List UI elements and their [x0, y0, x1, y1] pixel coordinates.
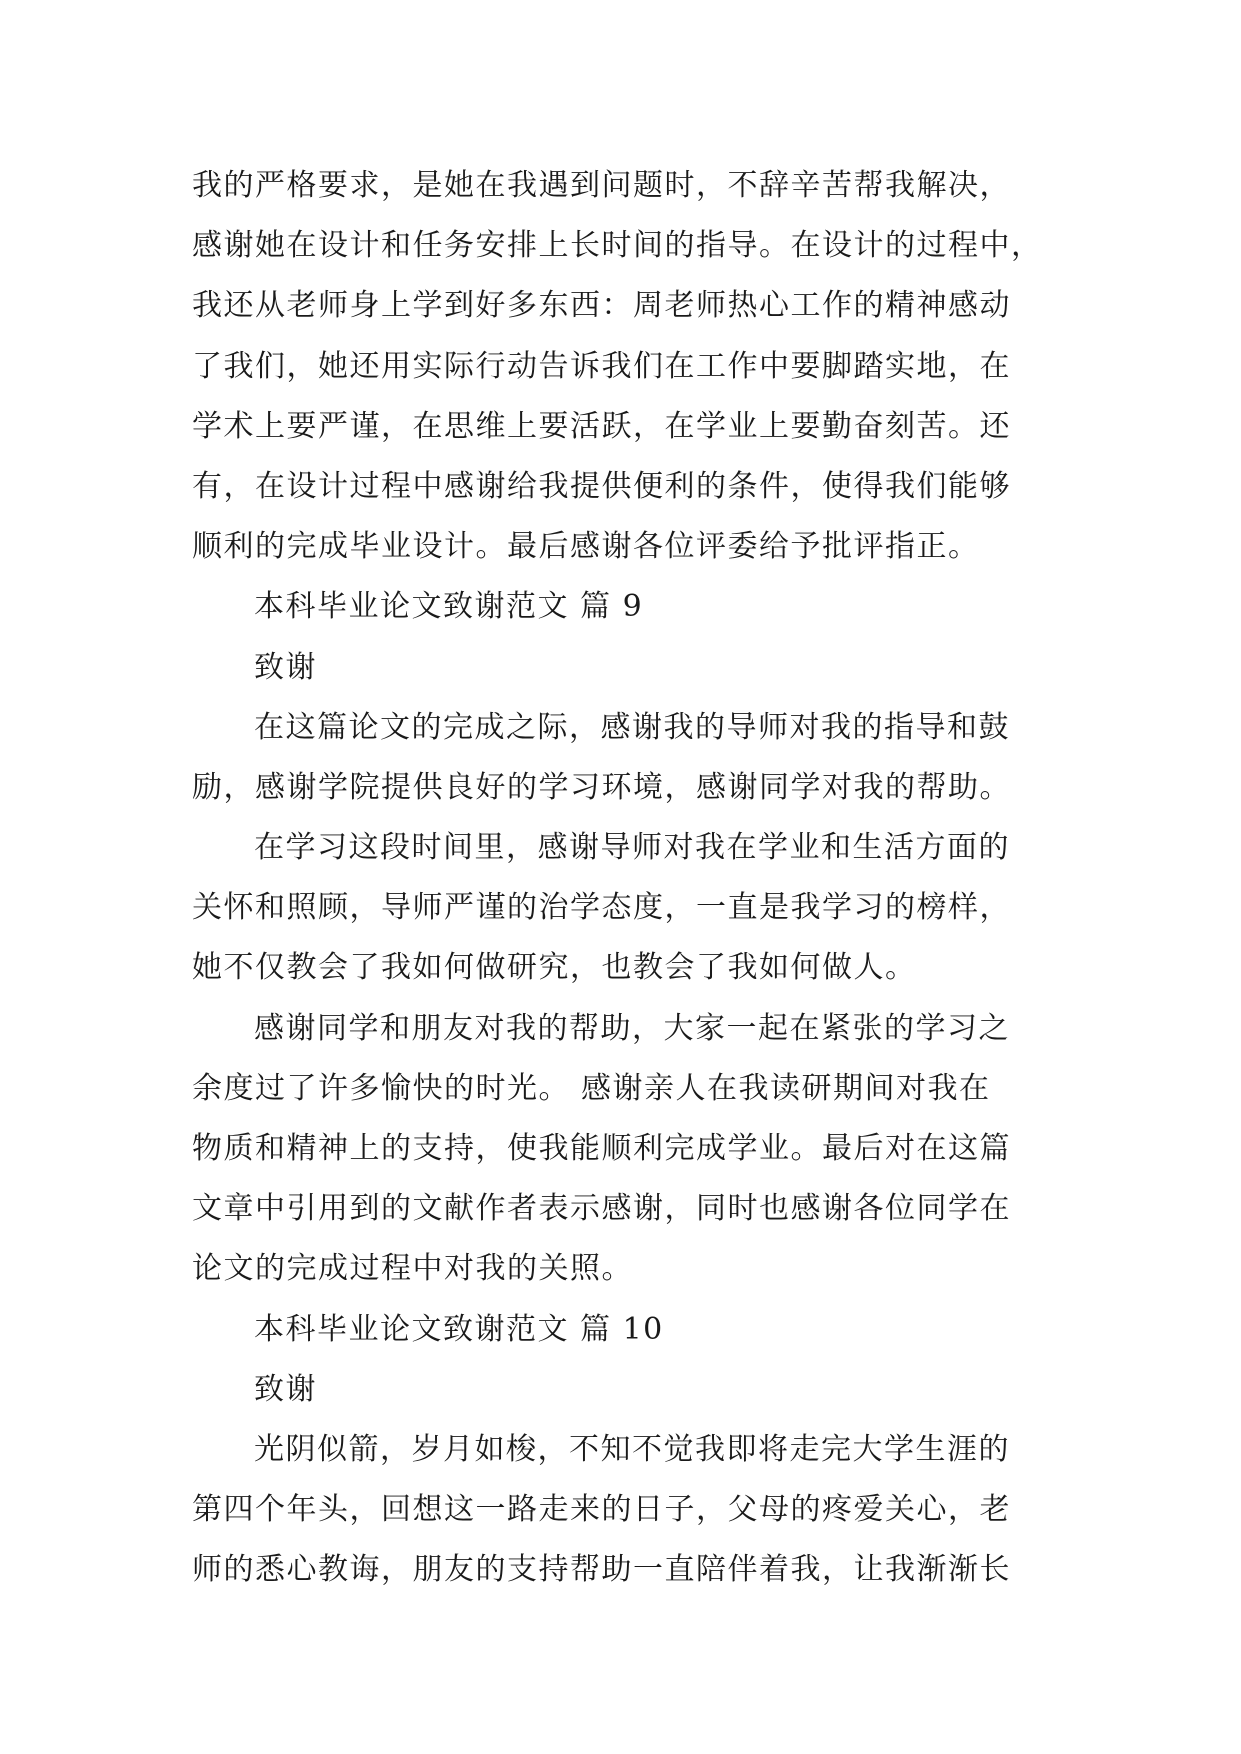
text-line: 她不仅教会了我如何做研究，也教会了我如何做人。 [192, 950, 917, 986]
document-body [192, 156, 1092, 1601]
text-line: 学术上要严谨，在思维上要活跃，在学业上要勤奋刻苦。还 [192, 408, 1011, 444]
text-line: 关怀和照顾，导师严谨的治学态度，一直是我学习的榜样， [192, 890, 1011, 926]
text-line: 师的悉心教诲，朋友的支持帮助一直陪伴着我，让我渐渐长 [192, 1552, 1011, 1588]
text-line: 文章中引用到的文献作者表示感谢，同时也感谢各位同学在 [192, 1191, 1011, 1227]
section-heading: 本科毕业论文致谢范文 篇 10 [254, 1311, 664, 1347]
section-subtitle: 致谢 [254, 649, 317, 685]
text-line: 物质和精神上的支持，使我能顺利完成学业。最后对在这篇 [192, 1131, 1011, 1166]
text-line: 我的严格要求，是她在我遇到问题时，不辞辛苦帮我解决， [192, 168, 1011, 203]
text-line: 感谢她在设计和任务安排上长时间的指导。在设计的过程中， [192, 228, 1043, 264]
text-line: 了我们，她还用实际行动告诉我们在工作中要脚踏实地，在 [192, 348, 1011, 384]
section-subtitle: 致谢 [254, 1371, 317, 1407]
text-line: 光阴似箭，岁月如梭，不知不觉我即将走完大学生涯的 [254, 1431, 1010, 1467]
text-line: 顺利的完成毕业设计。最后感谢各位评委给予批评指正。 [192, 529, 980, 565]
text-line: 感谢同学和朋友对我的帮助，大家一起在紧张的学习之 [254, 1010, 1010, 1046]
text-line: 在学习这段时间里，感谢导师对我在学业和生活方面的 [254, 830, 1010, 866]
text-line: 在这篇论文的完成之际，感谢我的导师对我的指导和鼓 [254, 709, 1010, 745]
section-heading: 本科毕业论文致谢范文 篇 9 [254, 589, 644, 625]
text-line: 励，感谢学院提供良好的学习环境，感谢同学对我的帮助。 [192, 769, 1011, 805]
text-line: 论文的完成过程中对我的关照。 [192, 1251, 633, 1287]
text-line: 余度过了许多愉快的时光。 感谢亲人在我读研期间对我在 [192, 1070, 991, 1106]
text-line: 有，在设计过程中感谢给我提供便利的条件，使得我们能够 [192, 468, 1011, 504]
text-line: 第四个年头，回想这一路走来的日子，父母的疼爱关心，老 [192, 1492, 1011, 1528]
text-line: 我还从老师身上学到好多东西：周老师热心工作的精神感动 [192, 288, 1011, 324]
